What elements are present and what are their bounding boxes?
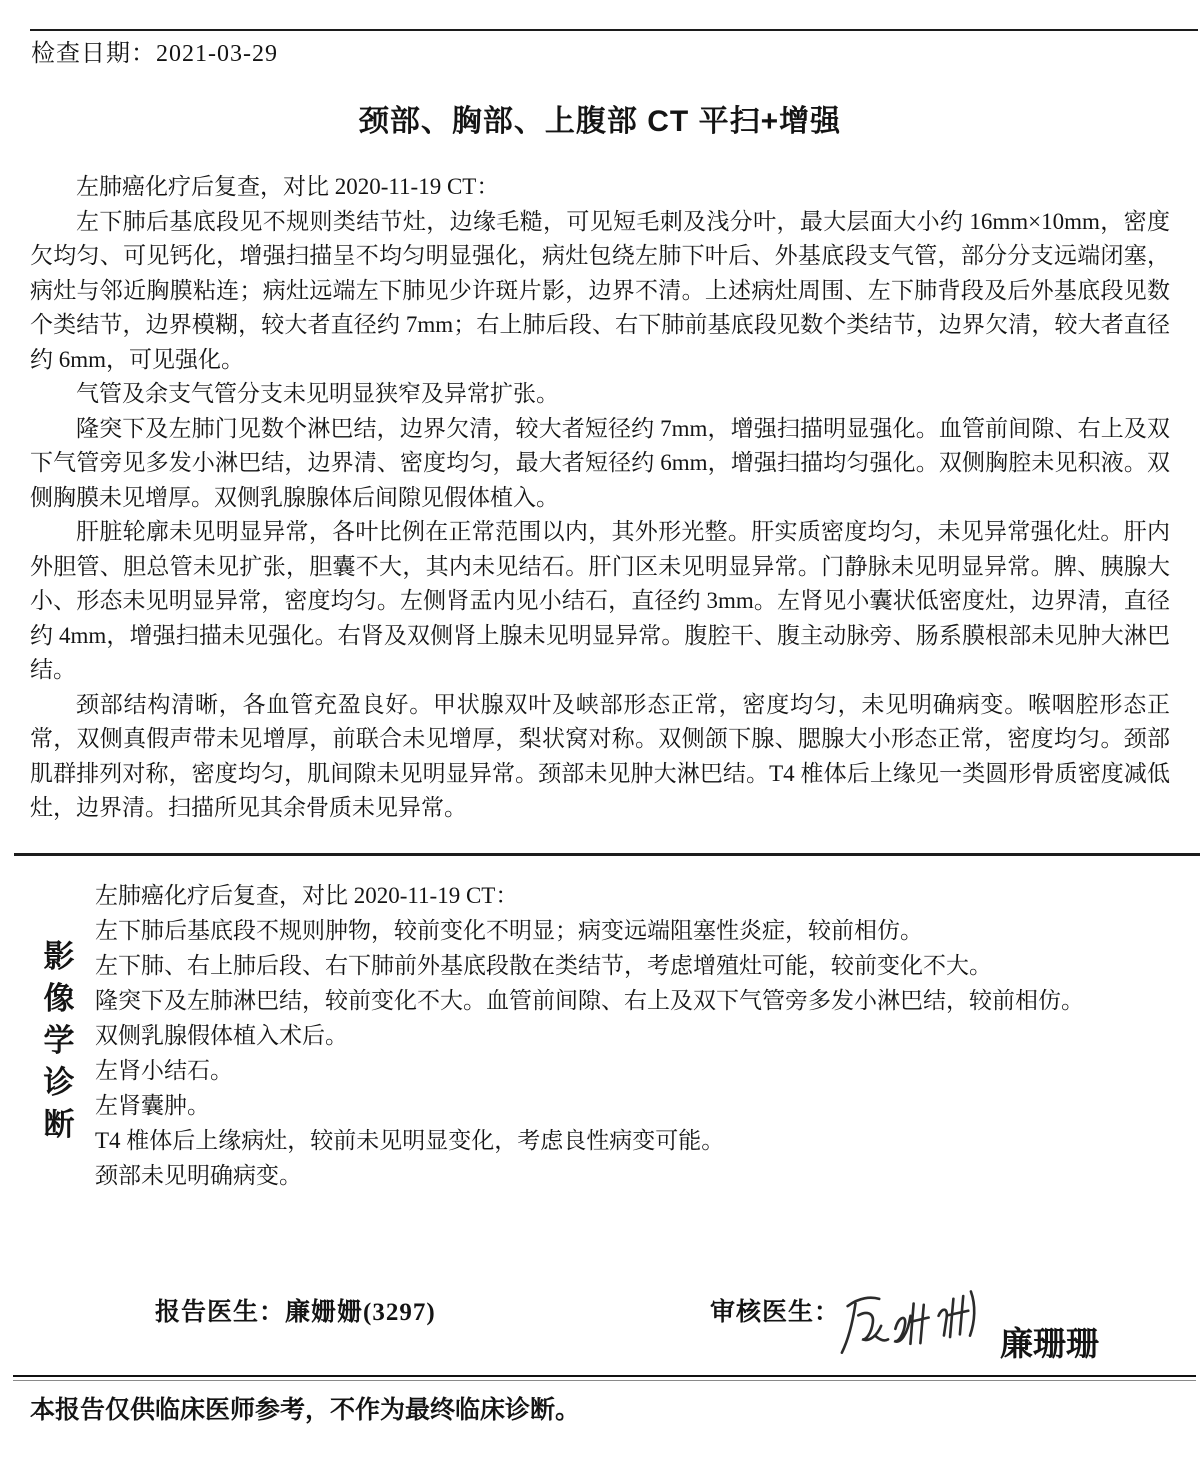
diagnosis-line: 双侧乳腺假体植入术后。 bbox=[95, 1023, 348, 1048]
findings-paragraph: 肝脏轮廓未见明显异常，各叶比例在正常范围以内，其外形光整。肝实质密度均匀，未见异常强化灶。肝内外胆管、胆总管未见扩张，胆囊不大，其内未见结石。肝门区未见明显异常。门静脉未见明显异常。脾、胰腺大小、形态未见明显异常，密度均匀。左侧肾盂内见小结石，直径约 3mm。左肾见小囊状低密度灶，边界清，直径约 4mm，增强扫描未见强化。右肾及双侧肾上腺未见明显异常。腹腔干、腹主动脉旁、肠系膜根部未见肿大淋巴结。 bbox=[30, 519, 1170, 682]
footer-divider bbox=[13, 1375, 1196, 1381]
findings-paragraph: 左肺癌化疗后复查，对比 2020-11-19 CT： bbox=[76, 174, 500, 199]
top-divider bbox=[30, 29, 1198, 31]
diagnosis-section bbox=[95, 878, 1196, 1193]
signature-scribble-icon bbox=[835, 1283, 1010, 1363]
findings-paragraph: 气管及余支气管分支未见明显狭窄及异常扩张。 bbox=[76, 381, 559, 406]
findings-paragraph: 隆突下及左肺门见数个淋巴结，边界欠清，较大者短径约 7mm，增强扫描明显强化。血管前间隙、右上及双下气管旁见多发小淋巴结，边界清、密度均匀，最大者短径约 6mm，增强扫描均匀强化。双侧胸腔未见积液。双侧胸膜未见增厚。双侧乳腺腺体后间隙见假体植入。 bbox=[30, 415, 1170, 510]
diagnosis-line: T4 椎体后上缘病灶，较前未见明显变化，考虑良性病变可能。 bbox=[95, 1128, 725, 1153]
report-doctor-name: 廉姗姗(3297) bbox=[285, 1299, 436, 1326]
diagnosis-line: 隆突下及左肺淋巴结，较前变化不大。血管前间隙、右上及双下气管旁多发小淋巴结，较前相仿。 bbox=[95, 988, 1084, 1013]
exam-date-line bbox=[31, 33, 278, 68]
diagnosis-line: 左下肺后基底段不规则肿物，较前变化不明显；病变远端阻塞性炎症，较前相仿。 bbox=[95, 918, 923, 943]
report-title: 颈部、胸部、上腹部 CT 平扫+增强 bbox=[358, 105, 842, 138]
diagnosis-line: 左肺癌化疗后复查，对比 2020-11-19 CT： bbox=[95, 883, 519, 908]
findings-paragraph: 左下肺后基底段见不规则类结节灶，边缘毛糙，可见短毛刺及浅分叶，最大层面大小约 16mm×10mm，密度欠均匀、可见钙化，增强扫描呈不均匀明显强化，病灶包绕左肺下叶后、外基底段支气管，部分分支远端闭塞，病灶与邻近胸膜粘连；病灶远端左下肺见少许斑片影，边界不清。上述病灶周围、左下肺背段及后外基底段见数个类结节，边界模糊，较大者直径约 7mm；右上肺后段、右下肺前基底段见数个类结节，边界欠清，较大者直径约 6mm，可见强化。 bbox=[30, 208, 1170, 372]
findings-section bbox=[30, 170, 1170, 826]
report-doctor-label: 报告医生： bbox=[155, 1299, 286, 1326]
diagnosis-line: 左下肺、右上肺后段、右下肺前外基底段散在类结节，考虑增殖灶可能，较前变化不大。 bbox=[95, 953, 992, 978]
diagnosis-line: 左肾囊肿。 bbox=[95, 1093, 210, 1118]
review-doctor-label: 审核医生： bbox=[710, 1299, 841, 1326]
section-divider bbox=[14, 853, 1200, 856]
footer-disclaimer: 本报告仅供临床医师参考，不作为最终临床诊断。 bbox=[30, 1396, 581, 1424]
diagnosis-line: 左肾小结石。 bbox=[95, 1058, 233, 1083]
report-doctor-line bbox=[155, 1292, 436, 1328]
diagnosis-line: 颈部未见明确病变。 bbox=[95, 1163, 302, 1188]
review-doctor-name: 廉珊珊 bbox=[1000, 1325, 1099, 1362]
exam-date-value: 2021-03-29 bbox=[156, 41, 278, 67]
findings-paragraph: 颈部结构清晰，各血管充盈良好。甲状腺双叶及峡部形态正常，密度均匀，未见明确病变。喉咽腔形态正常，双侧真假声带未见增厚，前联合未见增厚，梨状窝对称。双侧颌下腺、腮腺大小形态正常，密度均匀。颈部肌群排列对称，密度均匀，肌间隙未见明显异常。颈部未见肿大淋巴结。T4 椎体后上缘见一类圆形骨质密度减低灶，边界清。扫描所见其余骨质未见异常。 bbox=[30, 691, 1170, 820]
diagnosis-section-label: 影像学诊断 bbox=[43, 939, 75, 1142]
exam-date-label: 检查日期： bbox=[31, 41, 156, 67]
